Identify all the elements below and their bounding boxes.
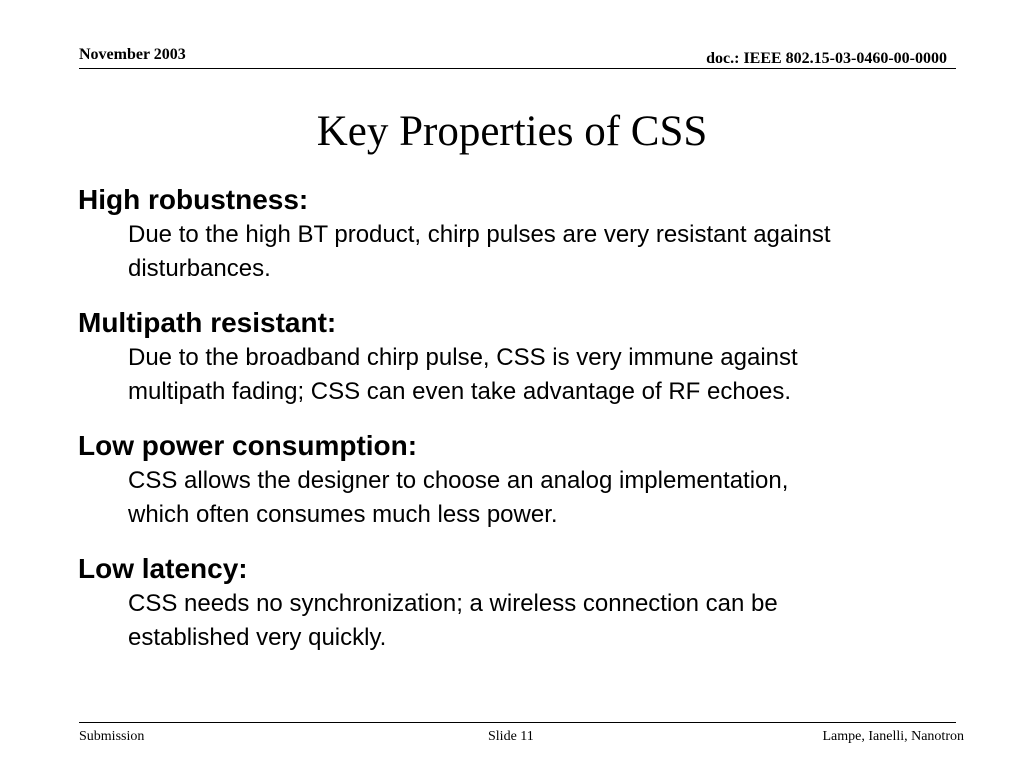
footer-submission: Submission [79,729,145,744]
header-document-id: doc.: IEEE 802.15-03-0460-00-0000 [706,50,947,67]
footer-authors: Lampe, Ianelli, Nanotron [822,729,964,744]
section-heading: Low power consumption: [78,430,418,461]
description-line: Due to the broadband chirp pulse, CSS is very immune against [128,344,798,371]
section-description [128,341,978,409]
header-date: November 2003 [79,46,186,63]
slide-title: Key Properties of CSS [316,108,708,155]
section-multipath-resistant [78,305,978,409]
description-line: CSS needs no synchronization; a wireless connection can be [128,590,778,617]
header-divider [79,68,956,69]
footer-slide-number: Slide 11 [488,729,534,744]
section-high-robustness [78,182,978,286]
section-low-latency [78,551,978,655]
section-low-power-consumption [78,428,978,532]
section-description [128,587,978,655]
section-heading: Low latency: [78,553,248,584]
slide-body [78,182,978,674]
description-line: CSS allows the designer to choose an analog implementation, [128,467,789,494]
section-description [128,464,978,532]
description-line: multipath fading; CSS can even take advantage of RF echoes. [128,378,792,405]
description-line: which often consumes much less power. [128,501,558,528]
section-description [128,218,978,286]
description-line: disturbances. [128,255,271,282]
section-heading: High robustness: [78,184,309,215]
footer-divider [79,722,956,723]
description-line: Due to the high BT product, chirp pulses are very resistant against [128,221,831,248]
description-line: established very quickly. [128,624,387,651]
section-heading: Multipath resistant: [78,307,337,338]
